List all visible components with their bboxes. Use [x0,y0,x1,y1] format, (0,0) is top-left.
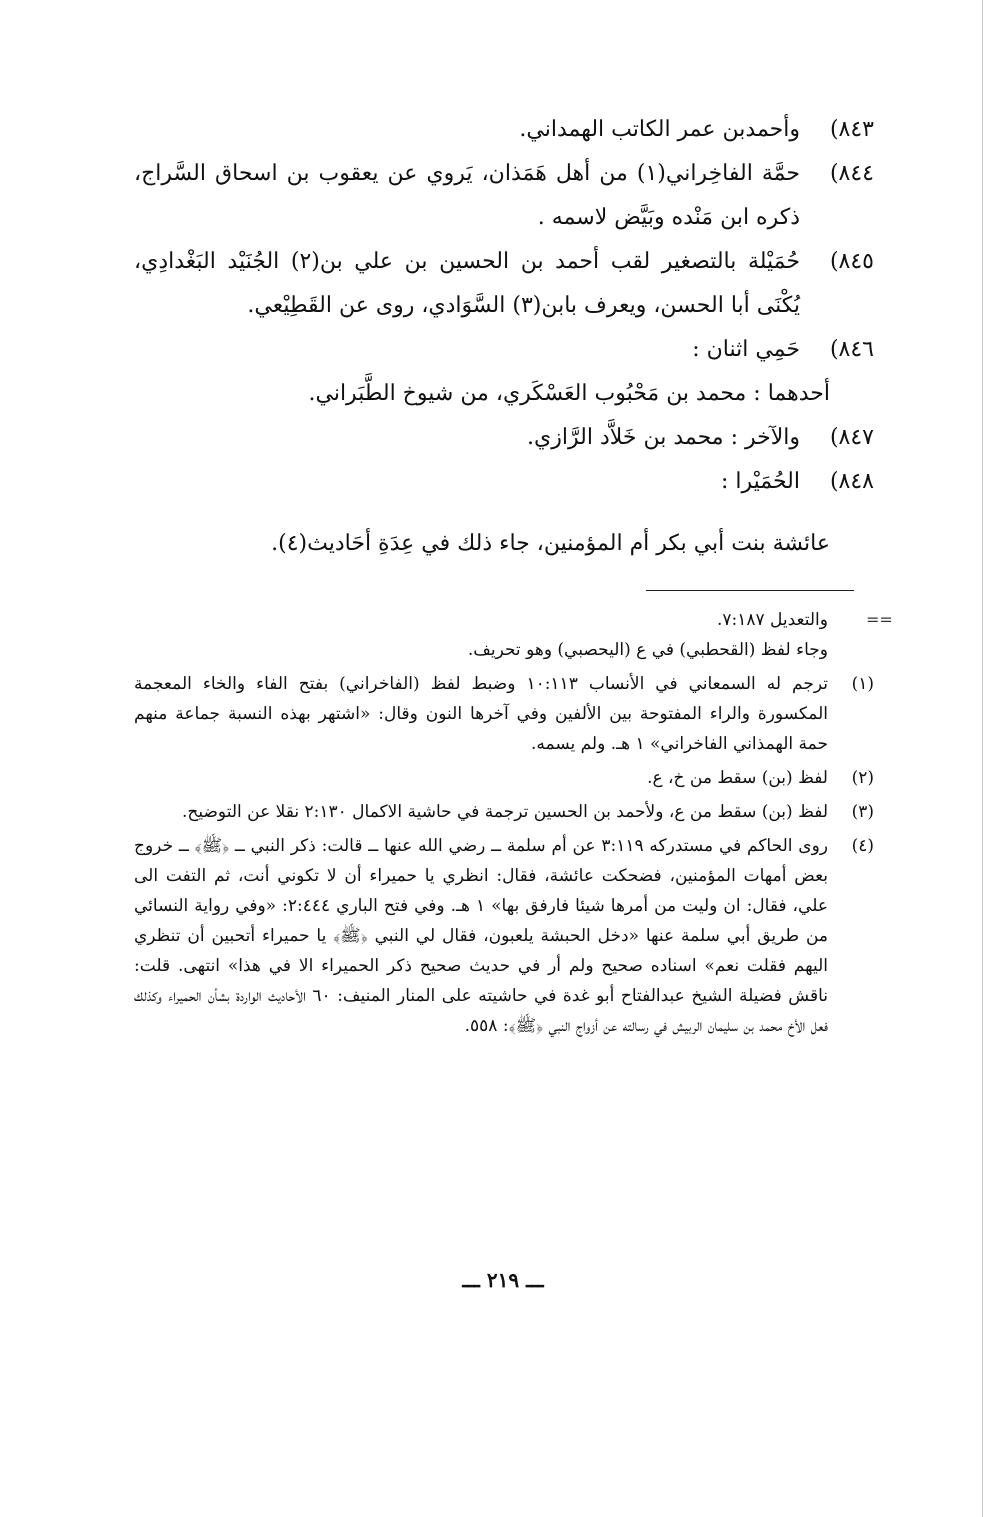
entry-number: ٨٤٥) [829,249,874,274]
footnote-continuation-line: وجاء لفظ (القحطبي) في ع (اليحصبي) وهو تحريف. [467,640,828,660]
footnote-text: لفظ (بن) سقط من ع، ولأحمد بن الحسين ترجمة في حاشية الاكمال ٢:١٣٠ نقلا عن التوضيح. [181,802,828,822]
entry-number: ٨٤٧) [829,425,874,450]
footnote-text: ترجم له السمعاني في الأنساب ١٠:١١٣ وضبط لفظ (الفاخراني) بفتح الفاء والخاء المعجمة المكسورة والراء المفتوحة بين الألفين وفي آخرها النون وقال: «اشتهر بهذه النسبة جماعة منهم حمة الهمذاني الفاخراني» ١ هـ. ولم يسمه. [134,674,828,754]
entry-text: وأحمدبن عمر الكاتب الهمداني. [519,117,800,142]
entry-848-aisha: عائشة بنت أبي بكر أم المؤمنين، جاء ذلك في عِدَةِ أحَاديث(٤). [271,531,830,556]
footnote-divider [646,590,854,591]
entry-text: والآخر : محمد بن خَلاَّد الرَّازي. [527,425,800,450]
entry-845 [134,240,874,328]
page-number: ـــ ٢١٩ ـــ [462,1268,544,1292]
entry-number: ٨٤٣) [829,117,874,142]
entry-847 [134,416,874,460]
footnote-number: (٣) [851,802,874,822]
footnote-continuation-line: والتعديل ٧:١٨٧. [716,610,828,630]
entry-844 [134,152,874,240]
entry-text: الحُمَيْرا : [720,469,800,494]
footnote-number: (١) [851,674,874,694]
footnote-number: (٤) [851,836,874,856]
footnote-3 [134,797,874,827]
footnote-text: روى الحاكم في مستدركه ٣:١١٩ عن أم سلمة ــ رضي الله عنها ــ قالت: ذكر النبي ــ ﴿ﷺ﴾ ــ خروج بعض أمهات المؤمنين، فضحكت عائشة، فقال: انظري يا حميراء أن لا تكوني أنت، ثم التفت الى علي، فقال: ان وليت من أمرها شيئا فارفق بها» ١ هـ. وفي فتح الباري ٢:٤٤٤: «وفي رواية النسائي من طريق أبي سلمة عنها «دخل الحبشة يلعبون، فقال لي النبي ﴿ﷺ﴾ يا حميراء أتحبين أن تنظري اليهم فقلت نعم» اسناده صحيح ولم أر في حديث صحيح ذكر الحميراء الا في هذا» انتهى. قلت: ناقش فضيلة الشيخ عبدالفتاح أبو غدة في حاشيته على المنار المنيف: ٦٠ الأحاديث الواردة بشأن الحميراء وكذلك فعل الأخ محمد بن سليمان الربيش في رسالته عن أزواج النبي ﴿ﷺ﴾: ٥٥٨. [134,836,829,1036]
footnote-number: (٢) [851,768,874,788]
footnotes [134,605,874,1041]
entry-846 [134,328,874,372]
entry-text: حَمِي اثنان : [692,337,800,362]
entry-text: حمَّة الفاخِراني(١) من أهل هَمَذان، يَروي عن يعقوب بن اسحاق السَّراج، ذكره ابن مَنْده وبَيَّض لاسمه . [134,161,800,230]
entry-848 [134,460,874,504]
entry-text: حُمَيْلة بالتصغير لقب أحمد بن الحسين بن علي بن(٢) الجُنَيْد البَغْدادِي، يُكْنَى أبا الحسن، ويعرف بابن(٣) السَّوَادي، روى عن القَطِيْعي. [134,249,800,318]
entry-846-first-person: أحدهما : محمد بن مَحْبُوب العَسْكَري، من شيوخ الطَّبَراني. [308,381,830,406]
entry-number: ٨٤٤) [829,161,874,186]
entry-843 [134,108,874,152]
footnote-continuation-mark: == [866,610,893,629]
entry-number: ٨٤٨) [829,469,874,494]
footnote-1 [134,669,874,759]
footnote-text: لفظ (بن) سقط من خ، ع. [647,768,828,788]
footnote-2 [134,763,874,793]
biography-entries [134,108,874,566]
entry-number: ٨٤٦) [829,337,874,362]
footnote-4 [134,831,874,1041]
